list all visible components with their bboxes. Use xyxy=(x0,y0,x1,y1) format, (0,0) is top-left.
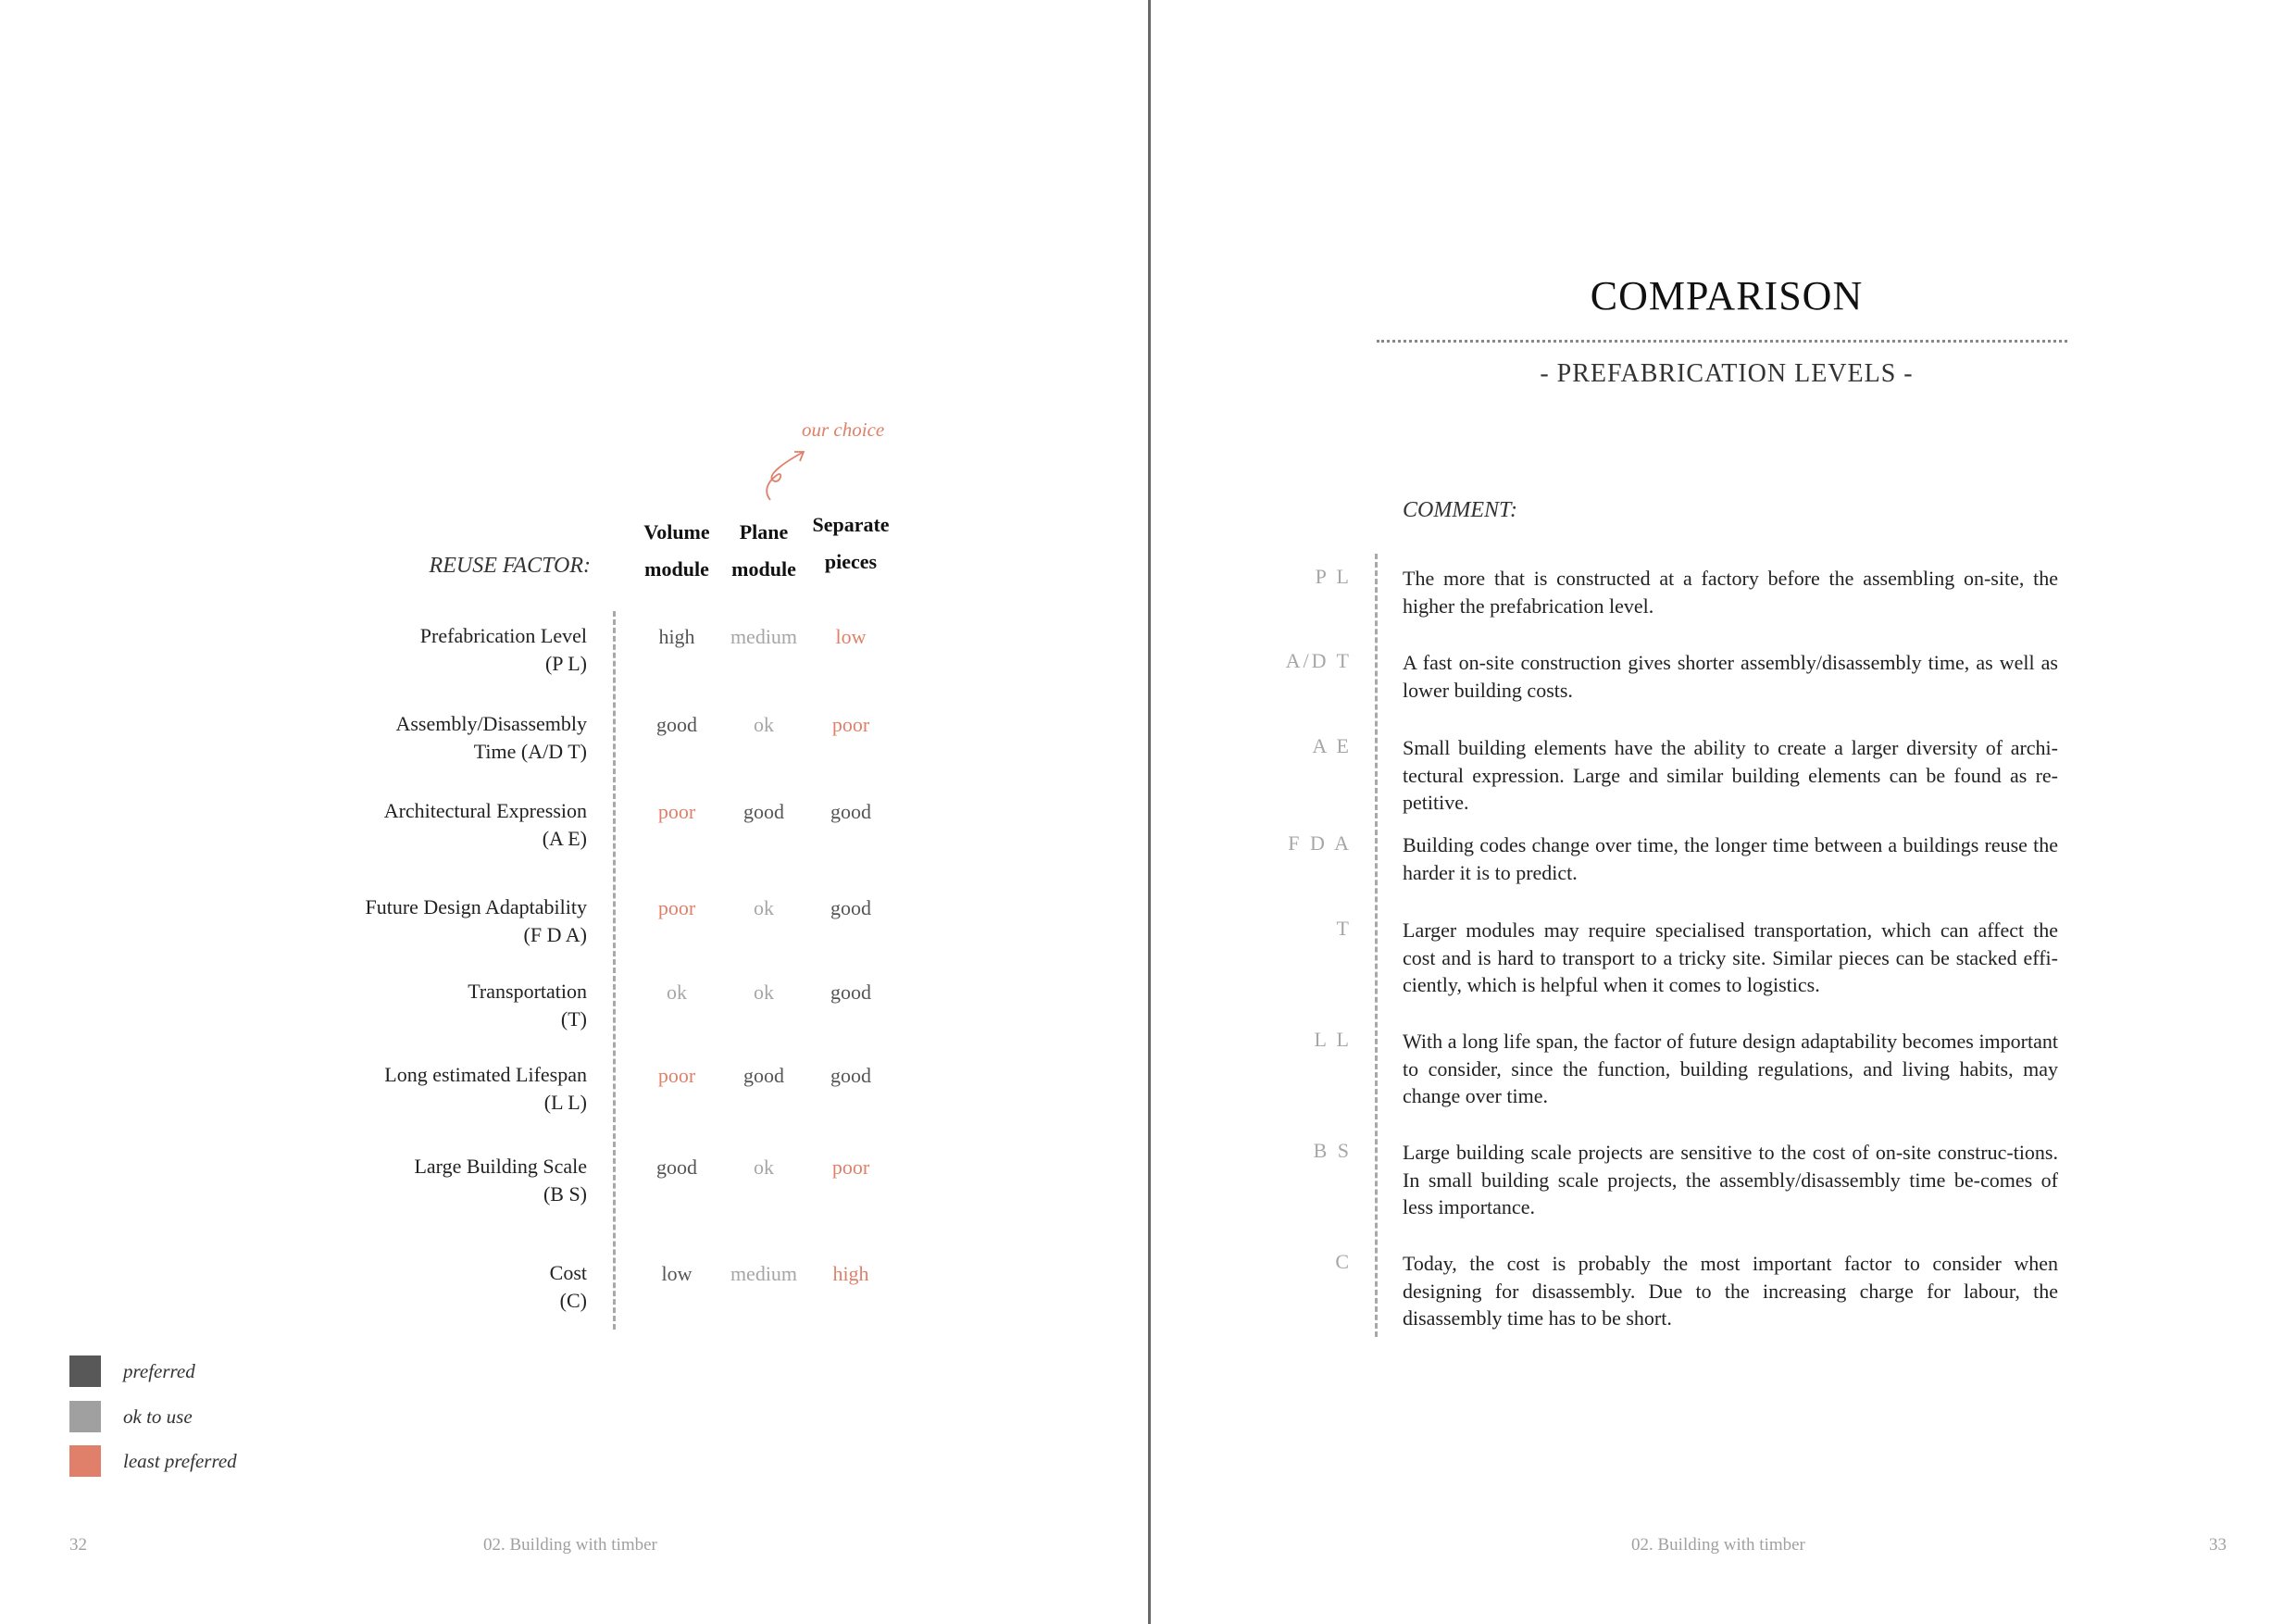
comment-divider xyxy=(1375,554,1378,1337)
table-divider xyxy=(613,611,616,1330)
factor-assembly-disassembly-time: Assembly/Disassembly Time (A/D T) xyxy=(395,712,587,763)
legend-label-preferred: preferred xyxy=(123,1360,195,1382)
column-header-separate-pieces: Separate pieces xyxy=(812,513,890,573)
column-header-volume-module: Volume module xyxy=(643,520,710,581)
rating-cell: poor xyxy=(657,896,696,919)
rating-cell: poor xyxy=(657,800,696,823)
rating-cell: good xyxy=(830,1064,871,1087)
rating-cell: poor xyxy=(831,713,870,736)
rating-cell: medium xyxy=(730,625,798,648)
rating-cell: low xyxy=(661,1262,693,1285)
page-number-left: 32 xyxy=(69,1535,87,1555)
comment-abbr: C xyxy=(1335,1250,1352,1273)
rating-cell: low xyxy=(835,625,867,648)
comment-text: Small building elements have the ability to create a larger diversity of archi-tectural expression. Large and similar building elements can be found as re-petitive. xyxy=(1403,736,2058,814)
factor-long-estimated-lifespan: Long estimated Lifespan (L L) xyxy=(384,1063,587,1114)
rating-cell: poor xyxy=(657,1064,696,1087)
rating-cell: medium xyxy=(730,1262,798,1285)
page-number-right: 33 xyxy=(2209,1535,2227,1555)
comment-text: Today, the cost is probably the most important factor to consider when designing for disassembly. Due to the increasing charge for labour, the disassembly time has to be short. xyxy=(1403,1252,2058,1330)
comment-abbr: T xyxy=(1336,917,1352,940)
rating-cell: ok xyxy=(754,1156,774,1179)
rating-cell: ok xyxy=(754,713,774,736)
comment-text: Larger modules may require specialised transportation, which can affect the cost and is hard to transport to a tricky site. Similar pieces can be stacked effi-ciently, which is helpful when it comes to logistics. xyxy=(1403,918,2058,996)
rating-cell: ok xyxy=(754,981,774,1004)
page-subtitle: - PREFABRICATION LEVELS - xyxy=(1540,359,1914,388)
factor-large-building-scale: Large Building Scale (B S) xyxy=(414,1155,587,1206)
rating-cell: good xyxy=(656,1156,697,1179)
rating-cell: good xyxy=(830,800,871,823)
comment-abbr: L L xyxy=(1314,1028,1352,1051)
rating-cell: ok xyxy=(754,896,774,919)
page-spine xyxy=(1148,0,1151,1624)
our-choice-arrow-icon xyxy=(759,444,815,509)
legend-label-least-preferred: least preferred xyxy=(123,1450,237,1472)
legend-label-ok-to-use: ok to use xyxy=(123,1405,193,1428)
rating-cell: good xyxy=(830,981,871,1004)
rating-cell: good xyxy=(830,896,871,919)
title-divider xyxy=(1377,340,2067,343)
reuse-factor-label: REUSE FACTOR: xyxy=(429,554,591,578)
page-title: COMPARISON xyxy=(1590,273,1864,319)
column-header-plane-module: Plane module xyxy=(731,520,796,581)
rating-cell: good xyxy=(743,1064,784,1087)
comment-text: With a long life span, the factor of future design adaptability becomes important to consider, since the function, building regulations, and living habits, may change over time. xyxy=(1403,1030,2058,1107)
factor-cost: Cost (C) xyxy=(549,1261,587,1312)
comment-text: The more that is constructed at a factory before the assembling on-site, the higher the prefabrication level. xyxy=(1403,567,2058,618)
rating-cell: poor xyxy=(831,1156,870,1179)
factor-prefabrication-level: Prefabrication Level (P L) xyxy=(419,624,587,675)
comment-text: Large building scale projects are sensitive to the cost of on-site construc-tions. In small building scale projects, the assembly/disassembly time be-comes of less importance. xyxy=(1403,1141,2058,1218)
rating-cell: good xyxy=(743,800,784,823)
comment-heading: COMMENT: xyxy=(1403,498,1518,522)
rating-cell: high xyxy=(832,1262,869,1285)
comment-abbr: A/D T xyxy=(1285,649,1352,672)
factor-future-design-adaptability: Future Design Adaptability (F D A) xyxy=(365,895,587,946)
rating-cell: ok xyxy=(667,981,687,1004)
rating-cell: high xyxy=(658,625,695,648)
footer-chapter-right: 02. Building with timber xyxy=(1631,1535,1805,1555)
comment-abbr: A E xyxy=(1312,734,1352,757)
legend-swatch-preferred xyxy=(69,1355,101,1387)
rating-cell: good xyxy=(656,713,697,736)
legend-swatch-ok-to-use xyxy=(69,1401,101,1432)
comment-text: Building codes change over time, the longer time between a buildings reuse the harder it is to predict. xyxy=(1403,833,2058,884)
comment-abbr: B S xyxy=(1313,1139,1352,1162)
our-choice-annotation: our choice xyxy=(802,418,885,441)
comment-abbr: F D A xyxy=(1288,831,1352,855)
comment-abbr: P L xyxy=(1315,565,1352,588)
footer-chapter-left: 02. Building with timber xyxy=(483,1535,657,1555)
factor-architectural-expression: Architectural Expression (A E) xyxy=(383,799,587,850)
comment-text: A fast on-site construction gives shorter assembly/disassembly time, as well as lower building costs. xyxy=(1403,651,2058,702)
factor-transportation: Transportation (T) xyxy=(468,980,587,1031)
legend-swatch-least-preferred xyxy=(69,1445,101,1477)
